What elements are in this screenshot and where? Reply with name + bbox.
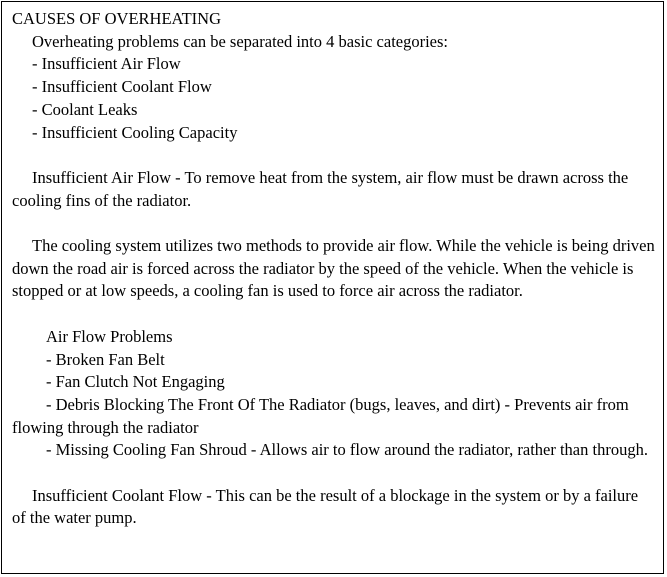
air-flow-paragraph: Insufficient Air Flow - To remove heat from the system, air flow must be drawn across the cooling fins of the radiator. bbox=[12, 167, 629, 210]
document-title: CAUSES OF OVERHEATING bbox=[12, 9, 222, 28]
problem-item: - Debris Blocking The Front Of The Radiator (bugs, leaves, and dirt) - Prevents air from flowing through the radiator bbox=[12, 394, 629, 437]
problem-item: - Missing Cooling Fan Shroud - Allows air to flow around the radiator, rather than through. bbox=[46, 440, 648, 460]
category-item: - Insufficient Air Flow bbox=[32, 54, 181, 74]
problems-heading: Air Flow Problems bbox=[46, 326, 173, 346]
spacer bbox=[12, 212, 655, 235]
coolant-flow-paragraph: Insufficient Coolant Flow - This can be the result of a blockage in the system or by a failure of the water pump. bbox=[12, 485, 639, 528]
spacer bbox=[12, 303, 655, 326]
document-page bbox=[1, 1, 664, 574]
category-item: - Insufficient Cooling Capacity bbox=[32, 122, 238, 142]
problem-item: - Fan Clutch Not Engaging bbox=[46, 372, 225, 392]
spacer bbox=[12, 462, 655, 485]
methods-paragraph: The cooling system utilizes two methods to provide air flow. While the vehicle is being driven down the road air is forced across the radiator by the speed of the vehicle. When the vehicle is stopped or at low speeds, a cooling fan is used to force air across the radiator. bbox=[12, 236, 655, 301]
spacer bbox=[12, 144, 655, 167]
problem-item: - Broken Fan Belt bbox=[46, 349, 165, 369]
intro-text: Overheating problems can be separated into 4 basic categories: bbox=[32, 31, 449, 51]
category-item: - Coolant Leaks bbox=[32, 99, 138, 119]
category-item: - Insufficient Coolant Flow bbox=[32, 77, 212, 97]
